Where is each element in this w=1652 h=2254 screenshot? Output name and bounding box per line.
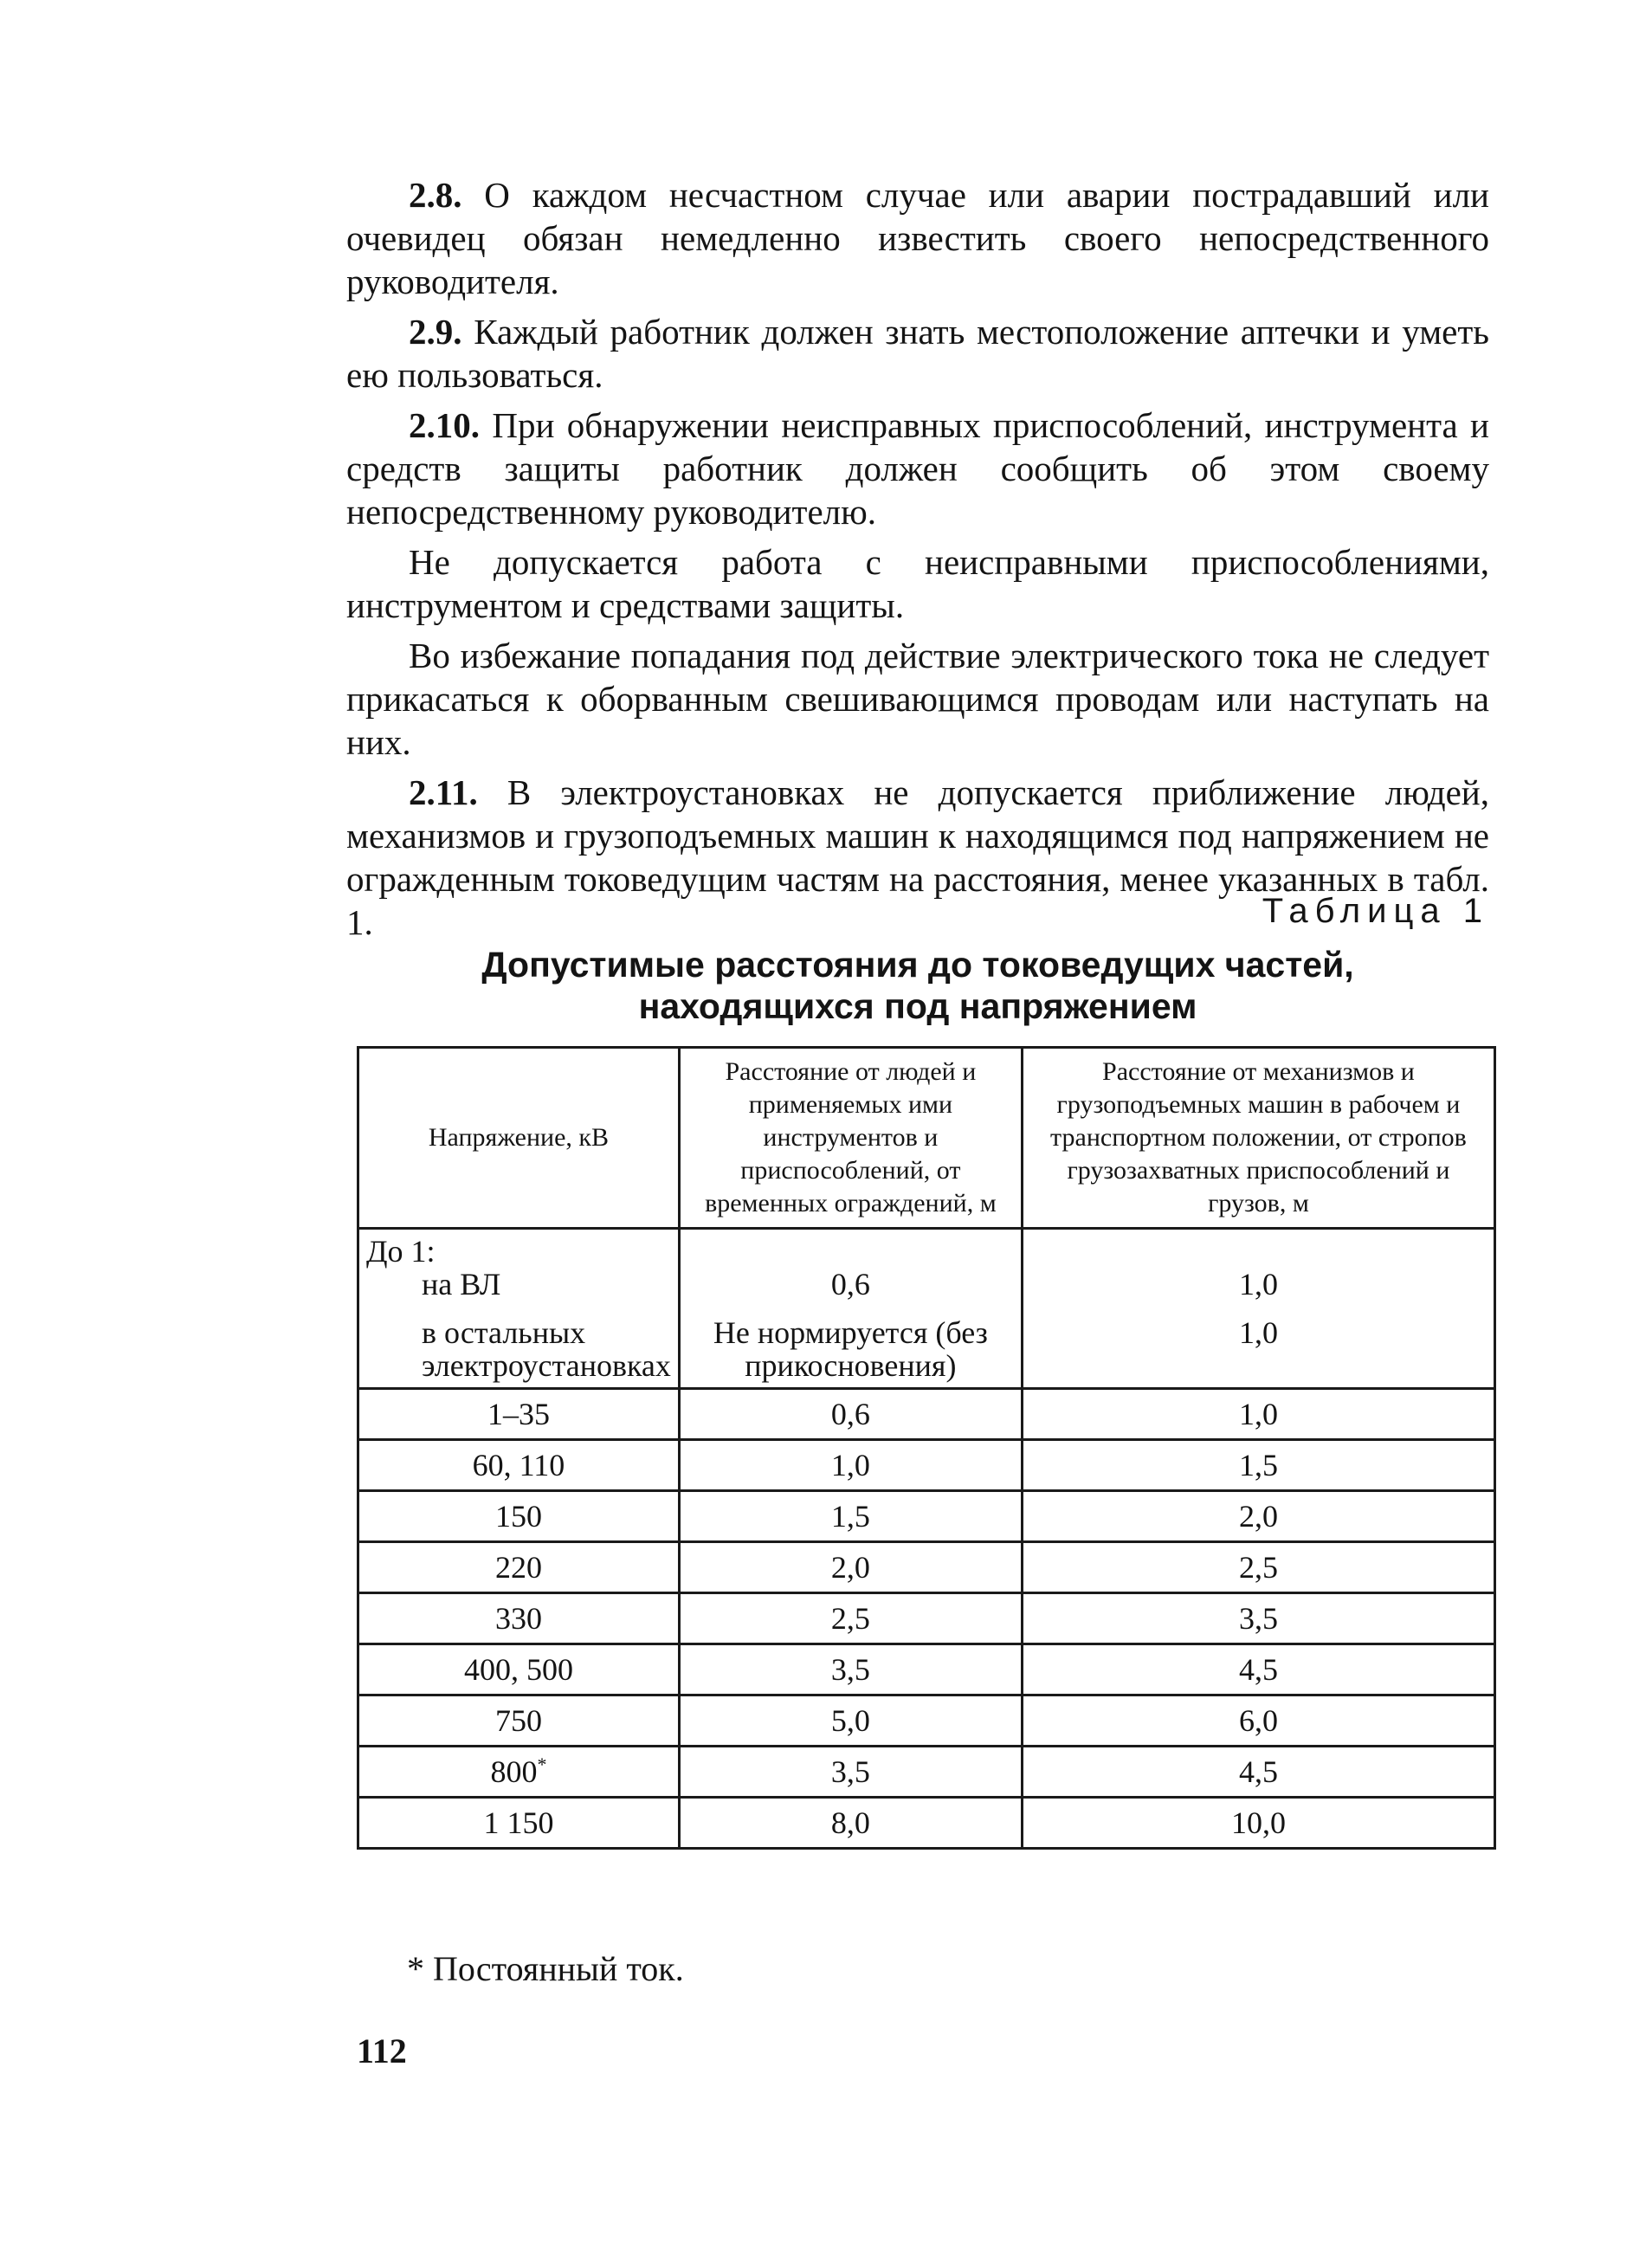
voltage-cell: 60, 110 — [358, 1440, 680, 1491]
clause-number: 2.9. — [409, 312, 462, 352]
machines-cell: 10,0 — [1022, 1798, 1494, 1849]
paragraph-text: Каждый работник должен знать местоположение аптечки и уметь ею пользоваться. — [346, 312, 1489, 395]
people-cell: 3,5 — [679, 1747, 1022, 1798]
voltage-cell: 330 — [358, 1593, 680, 1644]
value: Не нормируется (без прикосновения) — [713, 1315, 988, 1383]
paragraph-text: Не допускается работа с неисправными приспособлениями, инструментом и средствами защиты. — [346, 542, 1489, 625]
table-row — [358, 1440, 1495, 1491]
table-title — [364, 944, 1472, 1027]
paragraph — [346, 310, 1489, 397]
people-cell: 1,0 — [679, 1440, 1022, 1491]
people-cell: 3,5 — [679, 1644, 1022, 1695]
machines-cell: 4,5 — [1022, 1747, 1494, 1798]
value: 1,0 — [1238, 1315, 1278, 1350]
machines-cell: 3,5 — [1022, 1593, 1494, 1644]
sub-label: на ВЛ — [422, 1267, 501, 1301]
table-row — [358, 1542, 1495, 1593]
value: 0,6 — [830, 1267, 870, 1301]
paragraph-text: Во избежание попадания под действие электрического тока не следует прикасаться к оборванным свешивающимся проводам или наступать на них. — [346, 636, 1489, 762]
voltage-cell — [358, 1229, 680, 1389]
machines-cell — [1022, 1229, 1494, 1389]
table-title-line: Допустимые расстояния до токоведущих частей, — [481, 945, 1354, 985]
people-cell: 2,5 — [679, 1593, 1022, 1644]
machines-cell: 1,5 — [1022, 1440, 1494, 1491]
group-label: До 1: — [366, 1234, 436, 1269]
table-row — [358, 1798, 1495, 1849]
voltage-cell: 750 — [358, 1695, 680, 1747]
voltage-cell: 220 — [358, 1542, 680, 1593]
table-caption: Таблица 1 — [1262, 892, 1489, 930]
clause-number: 2.8. — [409, 175, 462, 215]
sub-label: в остальных электроустановках — [422, 1315, 671, 1383]
clause-number: 2.10. — [409, 405, 480, 445]
table-row — [358, 1644, 1495, 1695]
paragraph-text: В электроустановках не допускается приближение людей, механизмов и грузоподъемных машин к находящимся под напряжением не огражденным токоведущим частям на расстояния, менее указанных в табл. 1. — [346, 772, 1489, 942]
table-row — [358, 1747, 1495, 1798]
header-voltage: Напряжение, кВ — [358, 1048, 680, 1229]
header-people-distance: Расстояние от людей и применяемых ими инструментов и приспособлений, от временных ограждений, м — [679, 1048, 1022, 1229]
table-row-group — [358, 1229, 1495, 1389]
table-row — [358, 1593, 1495, 1644]
voltage-cell: 1–35 — [358, 1389, 680, 1440]
machines-cell: 2,5 — [1022, 1542, 1494, 1593]
header-machines-distance: Расстояние от механизмов и грузоподъемных машин в рабочем и транспортном положении, от стропов грузозахватных приспособлений и грузов, м — [1022, 1048, 1494, 1229]
people-cell — [679, 1229, 1022, 1389]
table-row — [358, 1695, 1495, 1747]
people-cell: 0,6 — [679, 1389, 1022, 1440]
voltage-value: 800 — [490, 1754, 538, 1789]
voltage-cell: 400, 500 — [358, 1644, 680, 1695]
paragraph — [346, 173, 1489, 303]
paragraph-text: При обнаружении неисправных приспособлений, инструмента и средств защиты работник должен сообщить об этом своему непосредственному руководителю. — [346, 405, 1489, 532]
table-header-row — [358, 1048, 1495, 1229]
voltage-cell: 150 — [358, 1491, 680, 1542]
table-row — [358, 1491, 1495, 1542]
distance-table — [357, 1046, 1496, 1850]
machines-cell: 6,0 — [1022, 1695, 1494, 1747]
machines-cell: 2,0 — [1022, 1491, 1494, 1542]
machines-cell: 1,0 — [1022, 1389, 1494, 1440]
page-number: 112 — [357, 2031, 407, 2070]
value: 1,0 — [1238, 1267, 1278, 1301]
voltage-cell — [358, 1747, 680, 1798]
machines-cell: 4,5 — [1022, 1644, 1494, 1695]
people-cell: 1,5 — [679, 1491, 1022, 1542]
table-row — [358, 1389, 1495, 1440]
footnote: * Постоянный ток. — [407, 1949, 684, 1988]
people-cell: 2,0 — [679, 1542, 1022, 1593]
body-text — [346, 173, 1489, 951]
paragraph — [346, 540, 1489, 627]
clause-number: 2.11. — [409, 772, 478, 812]
table-title-line: находящихся под напряжением — [638, 986, 1197, 1026]
paragraph — [346, 404, 1489, 533]
paragraph-text: О каждом несчастном случае или аварии пострадавший или очевидец обязан немедленно известить своего непосредственного руководителя. — [346, 175, 1489, 301]
paragraph — [346, 634, 1489, 764]
people-cell: 5,0 — [679, 1695, 1022, 1747]
people-cell: 8,0 — [679, 1798, 1022, 1849]
footnote-marker: * — [537, 1753, 547, 1775]
voltage-cell: 1 150 — [358, 1798, 680, 1849]
